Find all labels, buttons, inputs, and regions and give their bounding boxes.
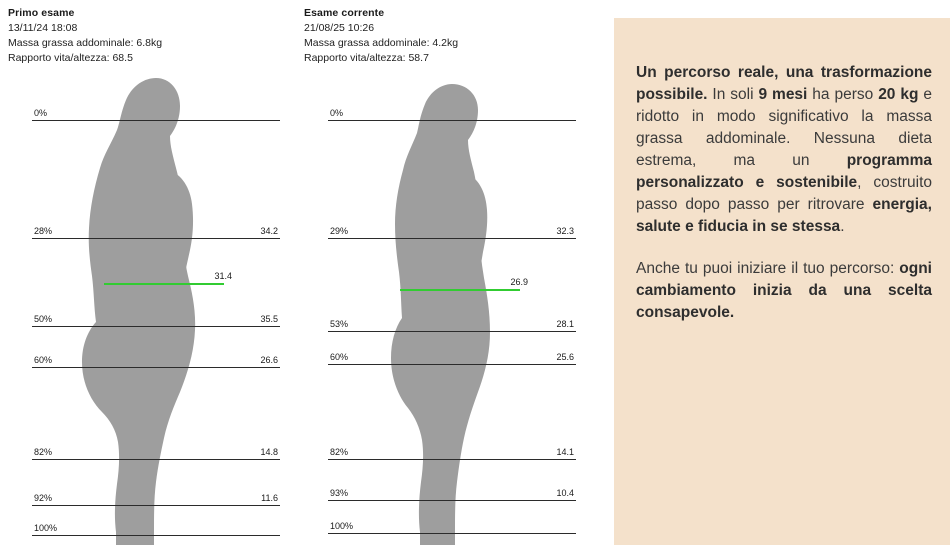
measurement-rule: [328, 120, 576, 121]
measurement-percent: 60%: [34, 355, 53, 365]
measurement-rule: [32, 535, 280, 536]
scan-meta-current-exam: [304, 6, 584, 66]
measurement-percent: 0%: [330, 108, 344, 118]
scan-panel-current-exam: [300, 0, 590, 545]
scan-meta-first-exam: [8, 6, 288, 66]
waist-highlight-rule: [104, 283, 224, 285]
testimonial-paragraph-1: [636, 62, 932, 238]
testimonial-emphasis-program: programma personalizzato e sostenibile: [636, 152, 932, 191]
waist-highlight-rule: [400, 289, 520, 291]
measurement-value: 28.1: [556, 319, 574, 329]
testimonial-emphasis-months: 9 mesi: [758, 86, 808, 103]
measurement-rule: [32, 326, 280, 327]
measurement-value: 26.6: [260, 355, 278, 365]
measurement-value: 14.1: [556, 447, 574, 457]
scan-date: 13/11/24 18:08: [8, 22, 78, 34]
testimonial-emphasis-energy: energia, salute e fiducia in se stessa: [636, 196, 932, 235]
measurement-rule: [328, 459, 576, 460]
measurement-value: 32.3: [556, 226, 574, 236]
measurement-value: 35.5: [260, 314, 278, 324]
measurement-rule: [32, 238, 280, 239]
silhouette-area-current-exam: [300, 70, 590, 545]
measurement-rule: [328, 238, 576, 239]
testimonial-lead: Un percorso reale, una trasformazione possibile.: [636, 64, 932, 103]
testimonial-card: [614, 18, 950, 545]
testimonial-paragraph-2: [636, 258, 932, 324]
measurement-percent: 100%: [34, 523, 58, 533]
measurement-percent: 92%: [34, 493, 53, 503]
testimonial-text: In soli: [707, 86, 759, 103]
measurement-rule: [32, 505, 280, 506]
abdominal-fat-mass: Massa grassa addominale: 6.8kg: [8, 37, 163, 49]
body-silhouette-icon: [300, 70, 590, 545]
measurement-value: 14.8: [260, 447, 278, 457]
measurement-value: 10.4: [556, 488, 574, 498]
measurement-value: 26.9: [510, 277, 528, 287]
measurement-percent: 93%: [330, 488, 349, 498]
testimonial-emphasis-weight: 20 kg: [878, 86, 919, 103]
testimonial-text: ha perso: [807, 86, 879, 103]
measurement-rule: [328, 364, 576, 365]
measurement-percent: 82%: [34, 447, 53, 457]
scan-title: Primo esame: [8, 7, 75, 19]
testimonial-text: , costruito passo dopo passo per ritrovare: [636, 174, 932, 213]
measurement-value: 25.6: [556, 352, 574, 362]
measurement-percent: 0%: [34, 108, 48, 118]
abdominal-fat-mass: Massa grassa addominale: 4.2kg: [304, 37, 459, 49]
measurement-percent: 60%: [330, 352, 349, 362]
measurement-rule: [32, 120, 280, 121]
measurement-percent: 28%: [34, 226, 53, 236]
measurement-rule: [32, 459, 280, 460]
silhouette-area-first-exam: [4, 70, 294, 545]
measurement-percent: 82%: [330, 447, 349, 457]
waist-height-ratio: Rapporto vita/altezza: 58.7: [304, 52, 429, 64]
scan-title: Esame corrente: [304, 7, 385, 19]
scan-date: 21/08/25 10:26: [304, 22, 375, 34]
testimonial-text: Anche tu puoi iniziare il tuo percorso:: [636, 260, 900, 277]
testimonial-text: e ridotto in modo significativo la massa grassa addominale. Nessuna dieta estrema, ma un: [636, 86, 933, 169]
measurement-rule: [328, 331, 576, 332]
testimonial-emphasis-choice: ogni cambiamento inizia da una scelta consapevole.: [636, 260, 932, 321]
testimonial-text: .: [840, 218, 845, 235]
measurement-value: 11.6: [261, 493, 278, 503]
measurement-percent: 50%: [34, 314, 53, 324]
scan-panel-first-exam: [4, 0, 294, 545]
measurement-percent: 53%: [330, 319, 349, 329]
waist-height-ratio: Rapporto vita/altezza: 68.5: [8, 52, 133, 64]
measurement-rule: [328, 500, 576, 501]
measurement-value: 34.2: [260, 226, 278, 236]
measurement-percent: 100%: [330, 521, 354, 531]
measurement-value: 31.4: [214, 271, 232, 281]
measurement-percent: 29%: [330, 226, 349, 236]
measurement-rule: [328, 533, 576, 534]
measurement-rule: [32, 367, 280, 368]
body-silhouette-icon: [4, 70, 294, 545]
